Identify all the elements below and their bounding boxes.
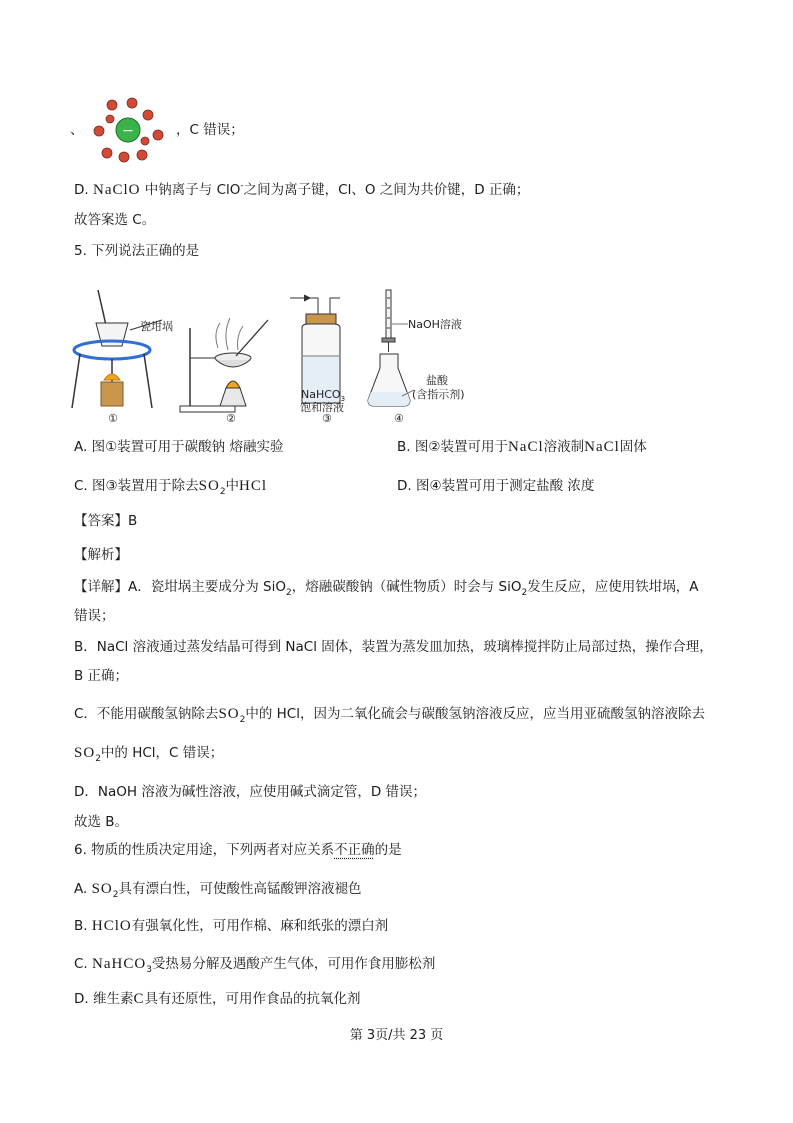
label-naoh: NaOH溶液	[408, 318, 462, 331]
answer-c: 故答案选 C。	[74, 212, 156, 228]
q6-option-c: C. NaHCO$_3$受热易分解及遇酸产生气体，可用作食用膨松剂	[74, 956, 436, 975]
label-indicator: (含指示剂)	[412, 388, 465, 401]
q6-option-a: A. $SO_2$具有漂白性，可使酸性高锰酸钾溶液褪色	[74, 881, 362, 900]
option-c-conclusion: ，C 错误；	[176, 122, 244, 138]
q6-option-b: B. HClO有强氧化性，可用作棉、麻和纸张的漂白剂	[74, 918, 389, 934]
option-d-line: D. NaClO 中钠离子与 ClO-之间为离子键，Cl、O 之间为共价键，D 正确；	[74, 181, 530, 198]
q5-option-b: B. 图②装置可用于NaCl溶液制NaCl固体	[397, 439, 647, 455]
analysis-label: 【解析】	[74, 547, 128, 563]
answer-b: 故选 B。	[74, 814, 129, 830]
fig-num-3: ③	[322, 412, 332, 423]
detail-c-line1: C．不能用碳酸氢钠除去$SO_2$中的 HCl，因为二氧化硫会与碳酸氢钠溶液反应，应当用亚硫酸氢钠溶液除去	[74, 706, 705, 725]
question-6: 6. 物质的性质决定用途，下列两者对应关系不正确的是	[74, 842, 402, 858]
evaporating-apparatus	[180, 318, 268, 412]
crucible-apparatus	[72, 290, 162, 408]
gas-washing-bottle	[290, 295, 340, 403]
q6-option-d: D. 维生素C具有还原性，可用作食品的抗氧化剂	[74, 991, 361, 1007]
q5-option-d: D. 图④装置可用于测定盐酸 浓度	[397, 478, 595, 494]
label-saturated: 饱和溶液	[300, 401, 344, 414]
fig-num-1: ①	[108, 412, 118, 423]
label-nahco3: NaHCO$_3$	[301, 388, 346, 403]
page-footer: 第 3页/共 23 页	[349, 1028, 444, 1043]
detail-b-line1: B．NaCl 溶液通过蒸发结晶可得到 NaCl 固体，装置为蒸发皿加热，玻璃棒搅拌防止局部过热，操作合理，	[74, 639, 713, 655]
fig-num-2: ②	[226, 412, 236, 423]
label-hcl: 盐酸	[426, 374, 448, 387]
detail-d: D．NaOH 溶液为碱性溶液，应使用碱式滴定管，D 错误；	[74, 784, 427, 800]
label-crucible: 瓷坩埚	[140, 320, 173, 333]
titration-apparatus	[368, 290, 414, 406]
hypochlorite-ion-diagram	[90, 95, 170, 165]
apparatus-figure	[68, 288, 488, 423]
option-c-line	[70, 120, 84, 140]
detail-a-line2: 错误；	[74, 608, 115, 624]
prefix: 、	[70, 122, 84, 138]
q5-option-c: C. 图③装置用于除去$SO_2$中HCl	[74, 478, 268, 497]
question-5: 5. 下列说法正确的是	[74, 243, 200, 259]
detail-c-line2: $SO_2$中的 HCl，C 错误；	[74, 745, 224, 764]
detail-b-line2: B 正确；	[74, 668, 129, 684]
ion-sign: −	[122, 123, 134, 139]
q5-option-a: A. 图①装置可用于碳酸钠 熔融实验	[74, 439, 284, 455]
answer-label: 【答案】B	[74, 513, 138, 529]
detail-a-line1: 【详解】A．瓷坩埚主要成分为 SiO$_2$，熔融碳酸钠（碱性物质）时会与 SiO$_2$发生反应，应使用铁坩埚，A	[74, 579, 699, 598]
fig-num-4: ④	[394, 412, 404, 423]
